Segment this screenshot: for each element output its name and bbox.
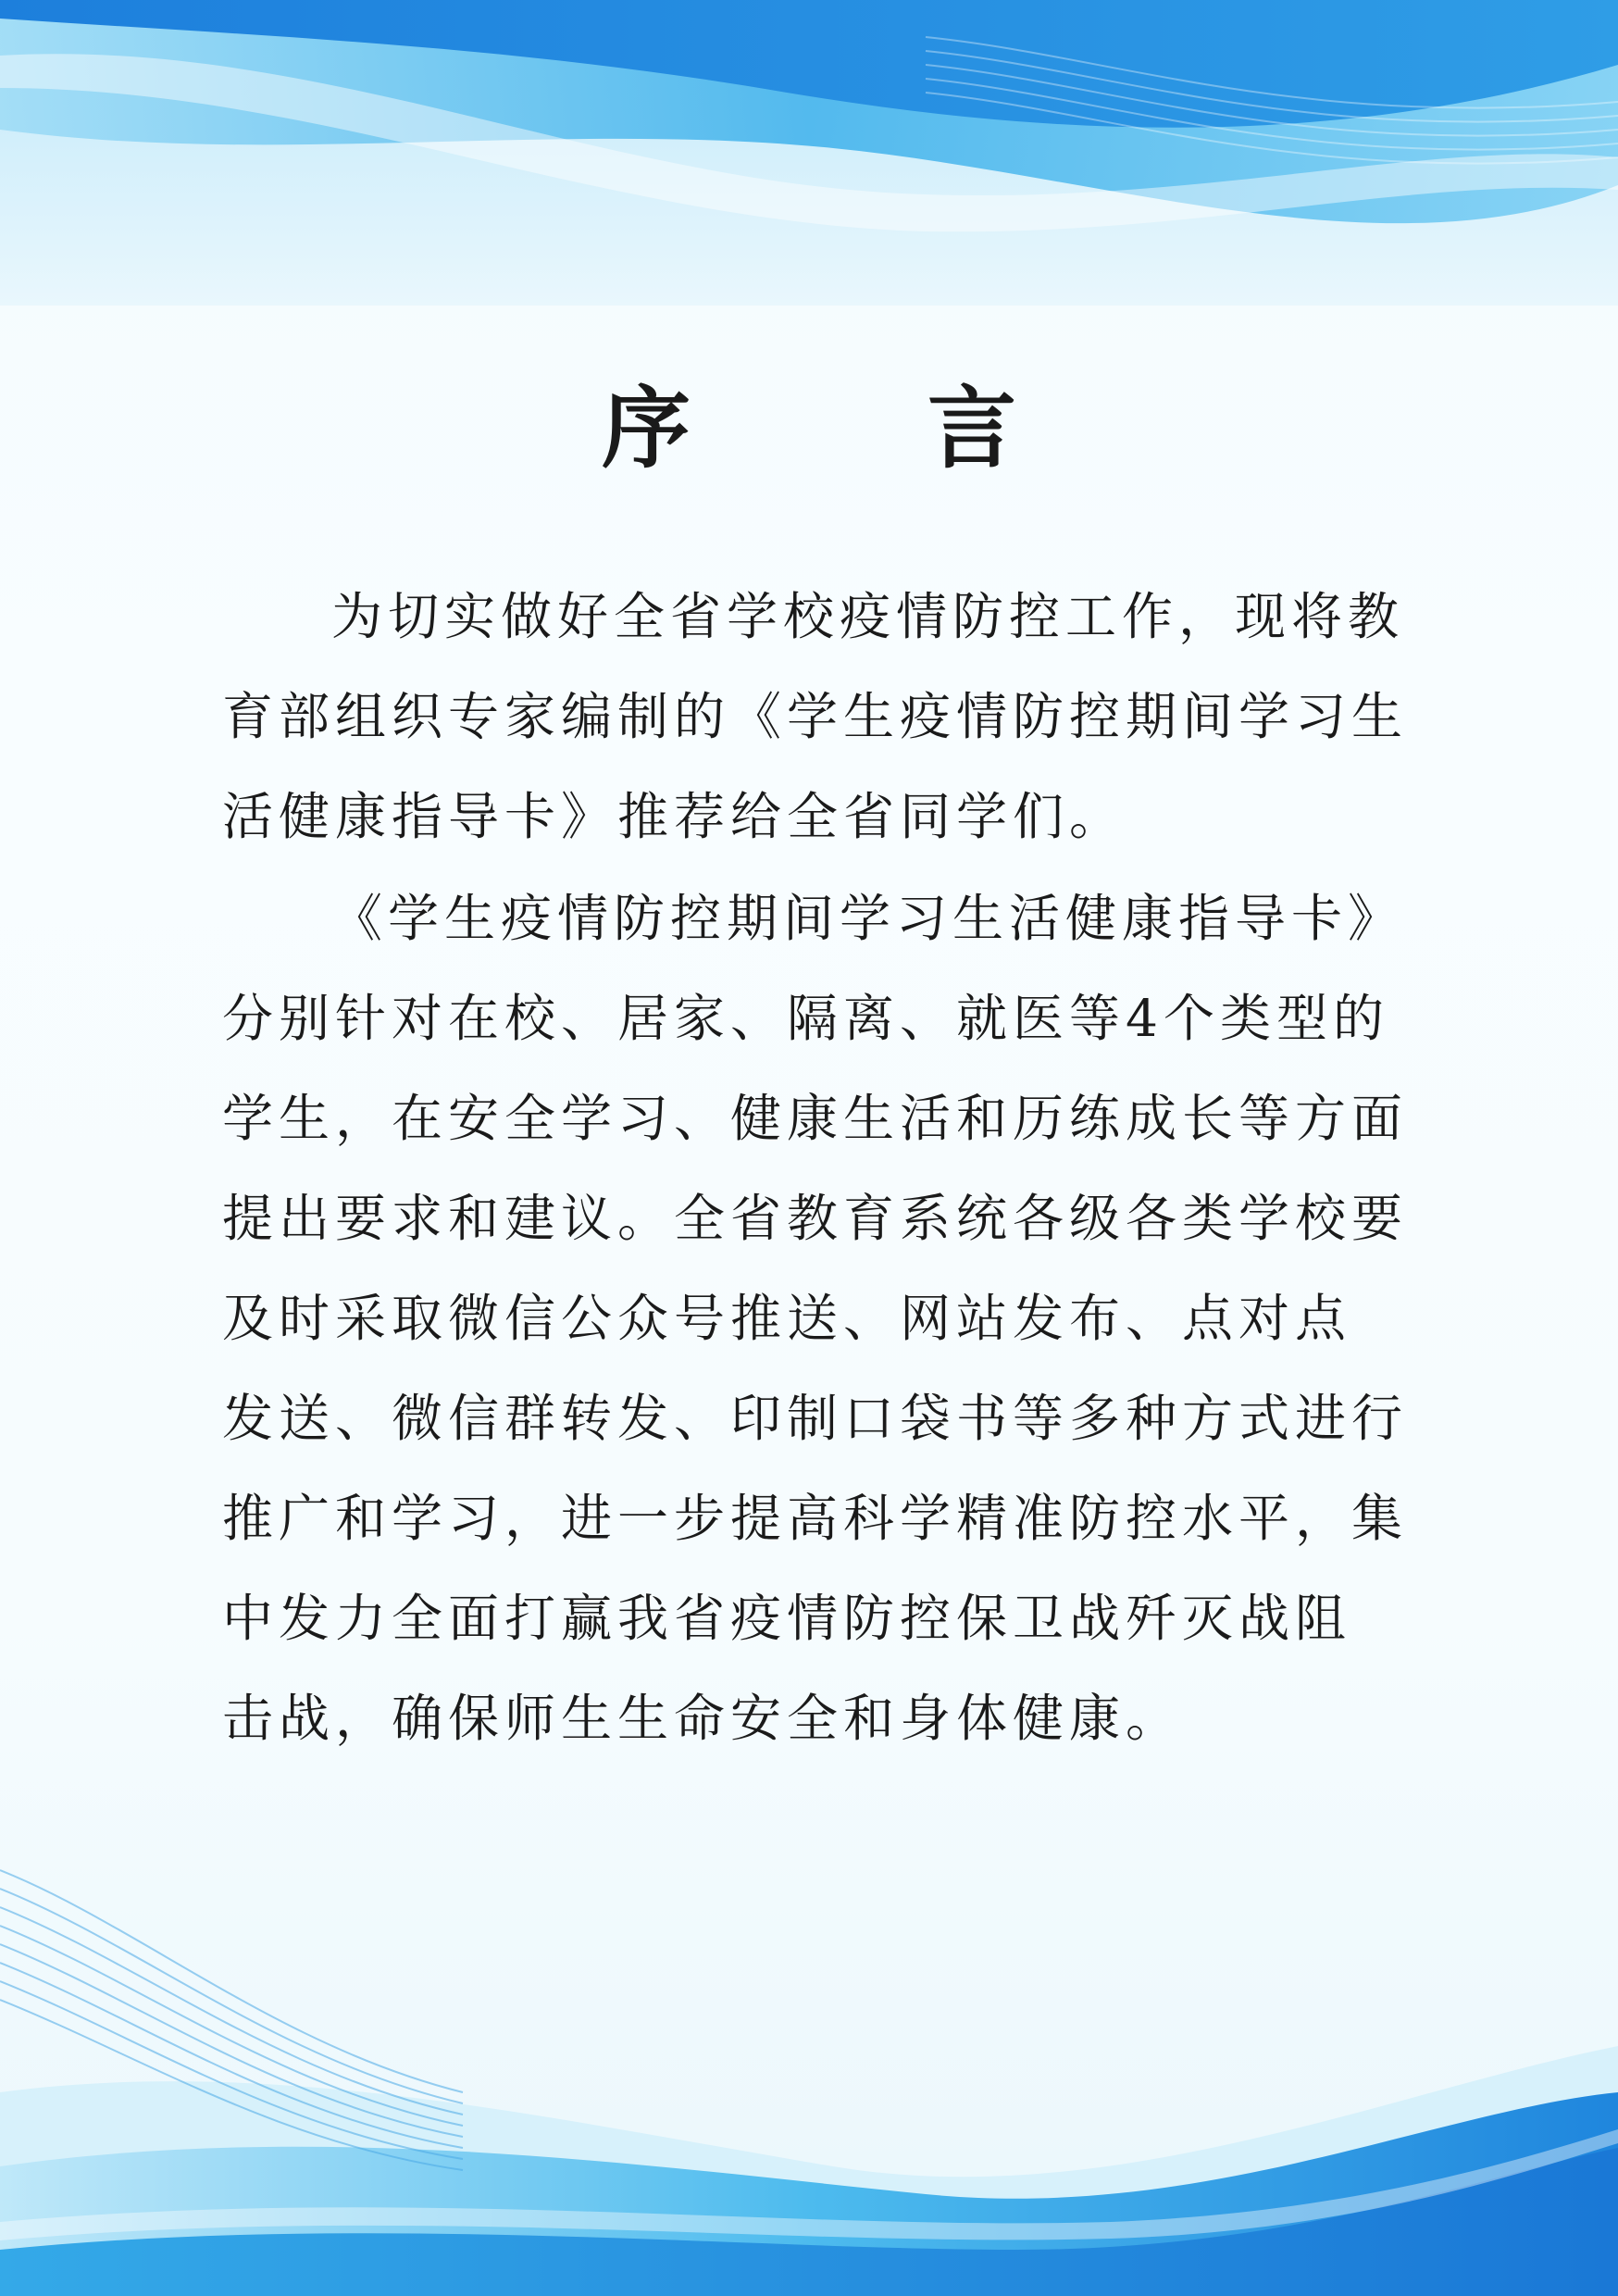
bottom-wave-decoration (0, 1815, 1618, 2296)
top-wave-decoration (0, 0, 1618, 306)
paragraph-1 (222, 567, 1407, 867)
text-line: 分别针对在校、居家、隔离、就医等4个类型的 (222, 989, 1389, 1048)
text-line: 育部组织专家编制的《学生疫情防控期间学习生 (222, 687, 1409, 746)
text-line: 击战，确保师生生命安全和身体健康。 (222, 1689, 1183, 1748)
text-line: 学生，在安全学习、健康生活和历练成长等方面 (222, 1089, 1409, 1148)
preface-body (222, 567, 1407, 1768)
text-line: 推广和学习，进一步提高科学精准防控水平，集 (222, 1489, 1409, 1548)
paragraph-2 (222, 868, 1407, 1768)
page-title: 序 言 (602, 376, 1090, 480)
text-line: 及时采取微信公众号推送、网站发布、点对点 (222, 1289, 1352, 1348)
text-line: 《学生疫情防控期间学习生活健康指导卡》 (331, 889, 1405, 948)
text-line: 为切实做好全省学校疫情防控工作，现将教 (331, 587, 1405, 646)
text-line: 活健康指导卡》推荐给全省同学们。 (222, 787, 1126, 846)
text-line: 提出要求和建议。全省教育系统各级各类学校要 (222, 1189, 1409, 1248)
text-line: 中发力全面打赢我省疫情防控保卫战歼灭战阻 (222, 1589, 1352, 1648)
text-line: 发送、微信群转发、印制口袋书等多种方式进行 (222, 1389, 1409, 1448)
